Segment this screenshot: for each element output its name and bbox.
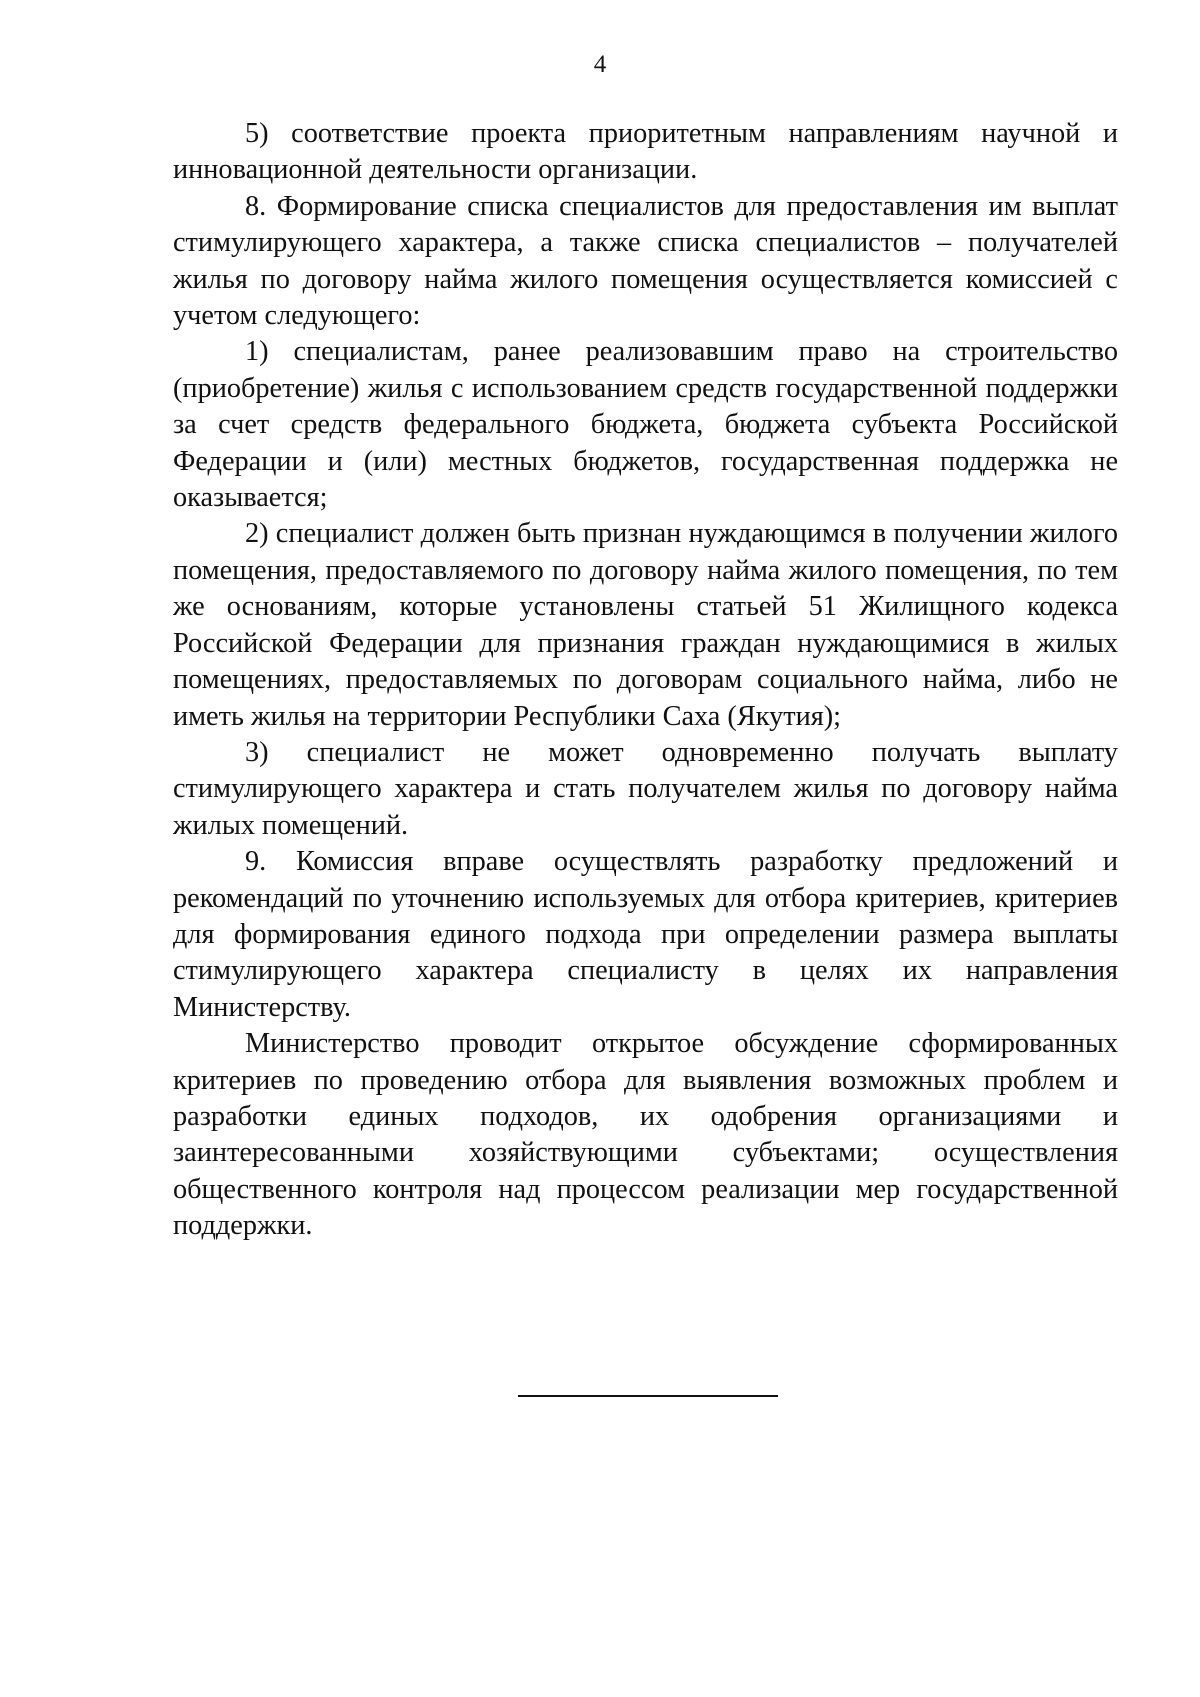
end-divider-line: [518, 1395, 778, 1397]
paragraph-ministry: Министерство проводит открытое обсуждение сформированных критериев по проведению отбора для выявления возможных проблем и разработки единых подходов, их одобрения организациями и заинтересованными хозяйствующими субъектами; осуществления общественного контроля над процессом реализации мер государственной поддержки.: [173, 1028, 1118, 1242]
paragraph-clause-8: 8. Формирование списка специалистов для предоставления им выплат стимулирующего характера, а также списка специалистов – получателей жилья по договору найма жилого помещения осуществляется комиссией с учетом следующего:: [173, 190, 1118, 332]
paragraph-item-2: 2) специалист должен быть признан нуждающимся в получении жилого помещения, предоставляемого по договору найма жилого помещения, по тем же основаниям, которые установлены статьей 51 Жилищного кодекса Российской Федерации для признания граждан нуждающимися в жилых помещениях, предоставляемых по договорам социального найма, либо не иметь жилья на территории Республики Саха (Якутия);: [173, 518, 1118, 732]
paragraph-clause-9: 9. Комиссия вправе осуществлять разработку предложений и рекомендаций по уточнению используемых для отбора критериев, критериев для формирования единого подхода при определении размера выплаты стимулирующего характера специалисту в целях их направления Министерству.: [173, 846, 1118, 1023]
page-number: 4: [593, 51, 607, 78]
paragraph-item-3: 3) специалист не может одновременно получать выплату стимулирующего характера и стать получателем жилья по договору найма жилых помещений.: [173, 736, 1118, 841]
paragraph-item-1: 1) специалистам, ранее реализовавшим право на строительство (приобретение) жилья с использованием средств государственной поддержки за счет средств федерального бюджета, бюджета субъекта Российской Федерации и (или) местных бюджетов, государственная поддержка не оказывается;: [173, 336, 1118, 514]
document-body: [173, 116, 1118, 1245]
paragraph-item-5: 5) соответствие проекта приоритетным направлениям научной и инновационной деятельности организации.: [173, 118, 1118, 186]
